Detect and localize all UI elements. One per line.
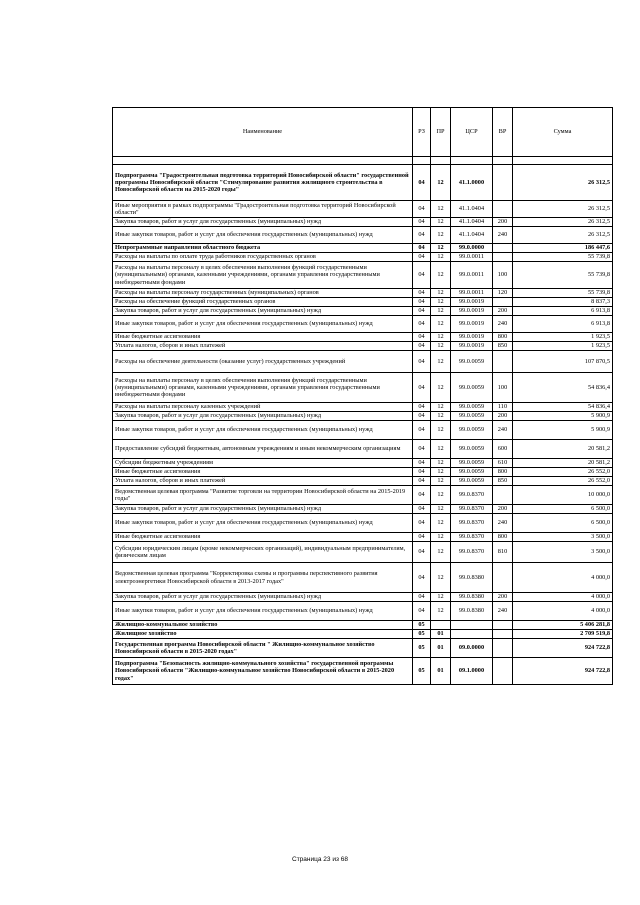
cell-vr: 610 (493, 459, 513, 468)
table-row (113, 289, 613, 298)
cell-pr: 12 (431, 165, 451, 201)
header-name: Наименование (113, 108, 413, 157)
cell-csr: 99.0.8380 (451, 602, 493, 621)
cell-vr (493, 658, 513, 685)
cell-name: Закупка товаров, работ и услуг для государственных (муниципальных) нужд (113, 218, 413, 227)
cell-sum: 55 739,8 (513, 253, 613, 262)
table-row (113, 421, 613, 440)
table-row (113, 227, 613, 244)
cell-vr: 240 (493, 602, 513, 621)
cell-rz: 05 (413, 639, 431, 658)
cell-pr (431, 621, 451, 630)
cell-sum: 186 447,6 (513, 244, 613, 253)
cell-vr: 800 (493, 333, 513, 342)
cell-csr: 99.0.8370 (451, 514, 493, 533)
cell-vr: 200 (493, 218, 513, 227)
cell-sum: 5 406 281,8 (513, 621, 613, 630)
cell-sum: 6 913,8 (513, 316, 613, 333)
cell-rz: 04 (413, 165, 431, 201)
cell-vr: 120 (493, 289, 513, 298)
cell-name: Расходы на выплаты персоналу казенных учреждений (113, 403, 413, 412)
cell-csr: 99.0.0019 (451, 307, 493, 316)
cell-pr: 12 (431, 459, 451, 468)
cell-rz: 04 (413, 373, 431, 403)
cell-pr: 12 (431, 602, 451, 621)
cell-vr (493, 298, 513, 307)
table-body (113, 165, 613, 685)
cell-name: Расходы на выплаты по оплате труда работников государственных органов (113, 253, 413, 262)
cell-name: Закупка товаров, работ и услуг для государственных (муниципальных) нужд (113, 412, 413, 421)
cell-csr: 99.0.0000 (451, 244, 493, 253)
cell-vr: 200 (493, 412, 513, 421)
cell-vr (493, 244, 513, 253)
cell-csr: 41.1.0404 (451, 227, 493, 244)
table-row (113, 351, 613, 373)
cell-vr: 810 (493, 542, 513, 563)
cell-sum: 107 870,5 (513, 351, 613, 373)
cell-rz: 04 (413, 403, 431, 412)
table-row (113, 342, 613, 351)
cell-pr: 12 (431, 298, 451, 307)
table-header-row (113, 108, 613, 157)
cell-sum: 8 837,3 (513, 298, 613, 307)
cell-pr: 12 (431, 307, 451, 316)
header-rz: РЗ (413, 108, 431, 157)
cell-vr: 240 (493, 316, 513, 333)
cell-name: Закупка товаров, работ и услуг для государственных (муниципальных) нужд (113, 307, 413, 316)
cell-name: Субсидии бюджетным учреждениям (113, 459, 413, 468)
table-row (113, 165, 613, 201)
cell-name: Непрограммные направления областного бюджета (113, 244, 413, 253)
cell-csr: 09.1.0000 (451, 658, 493, 685)
cell-name: Иные закупки товаров, работ и услуг для обеспечения государственных (муниципальных) нужд (113, 514, 413, 533)
cell-name: Иные закупки товаров, работ и услуг для обеспечения государственных (муниципальных) нужд (113, 421, 413, 440)
cell-rz: 04 (413, 227, 431, 244)
cell-pr: 12 (431, 403, 451, 412)
cell-vr: 200 (493, 505, 513, 514)
header-sum: Сумма (513, 108, 613, 157)
cell-csr: 99.0.8370 (451, 505, 493, 514)
cell-sum: 924 722,8 (513, 658, 613, 685)
cell-name: Расходы на выплаты персоналу в целях обеспечения выполнения функций государственными (муниципальными) органами, казенными учреждениями, органами управления государственными внебюджетными фондами (113, 262, 413, 289)
cell-rz: 04 (413, 253, 431, 262)
cell-vr: 110 (493, 403, 513, 412)
cell-vr: 100 (493, 373, 513, 403)
cell-csr: 99.0.0059 (451, 477, 493, 486)
table-row (113, 602, 613, 621)
table-row (113, 486, 613, 505)
cell-sum: 5 900,9 (513, 421, 613, 440)
cell-name: Иные закупки товаров, работ и услуг для обеспечения государственных (муниципальных) нужд (113, 227, 413, 244)
cell-name: Государственная программа Новосибирской области " Жилищно-коммунальное хозяйство Новосибирской области в 2015-2020 годах" (113, 639, 413, 658)
table-row (113, 621, 613, 630)
cell-sum: 55 739,8 (513, 262, 613, 289)
cell-rz: 04 (413, 218, 431, 227)
cell-csr: 99.0.0019 (451, 333, 493, 342)
header-vr: ВР (493, 108, 513, 157)
cell-sum: 26 312,5 (513, 165, 613, 201)
cell-name: Субсидии юридическим лицам (кроме некоммерческих организаций), индивидуальным предпринимателям, физическим лицам (113, 542, 413, 563)
cell-csr: 99.0.0059 (451, 403, 493, 412)
cell-sum: 2 709 519,8 (513, 630, 613, 639)
cell-pr: 12 (431, 514, 451, 533)
table-spacer-row (113, 157, 613, 165)
cell-rz: 04 (413, 298, 431, 307)
table-row (113, 244, 613, 253)
table-row (113, 542, 613, 563)
cell-rz: 04 (413, 602, 431, 621)
cell-pr: 12 (431, 333, 451, 342)
cell-rz: 04 (413, 342, 431, 351)
cell-name: Подпрограмма "Безопасность жилищно-коммунального хозяйства" государственной программы Новосибирской области "Жилищно-коммунальное хозяйство Новосибирской области в 2015-2020 годах" (113, 658, 413, 685)
cell-pr: 12 (431, 244, 451, 253)
table-row (113, 468, 613, 477)
table-row (113, 253, 613, 262)
cell-sum: 4 000,0 (513, 563, 613, 593)
cell-sum: 20 581,2 (513, 459, 613, 468)
cell-pr: 01 (431, 630, 451, 639)
cell-pr: 01 (431, 639, 451, 658)
cell-sum: 54 836,4 (513, 373, 613, 403)
table-row (113, 514, 613, 533)
cell-rz: 04 (413, 412, 431, 421)
cell-sum: 10 000,0 (513, 486, 613, 505)
cell-pr: 12 (431, 351, 451, 373)
cell-csr: 99.0.0011 (451, 289, 493, 298)
cell-sum: 924 722,8 (513, 639, 613, 658)
cell-pr: 12 (431, 477, 451, 486)
cell-name: Расходы на обеспечение деятельности (оказание услуг) государственных учреждений (113, 351, 413, 373)
cell-csr: 99.0.0011 (451, 253, 493, 262)
cell-name: Расходы на выплаты персоналу государственных (муниципальных) органов (113, 289, 413, 298)
table-row (113, 298, 613, 307)
cell-sum: 3 500,0 (513, 542, 613, 563)
cell-pr: 12 (431, 227, 451, 244)
cell-pr: 12 (431, 593, 451, 602)
cell-rz: 04 (413, 244, 431, 253)
table-row (113, 218, 613, 227)
cell-name: Жилищно-коммунальное хозяйство (113, 621, 413, 630)
table-row (113, 630, 613, 639)
cell-pr: 12 (431, 373, 451, 403)
cell-csr: 99.0.8380 (451, 593, 493, 602)
cell-csr: 99.0.0019 (451, 298, 493, 307)
cell-rz: 04 (413, 542, 431, 563)
cell-rz: 04 (413, 593, 431, 602)
cell-pr: 12 (431, 486, 451, 505)
cell-rz: 04 (413, 333, 431, 342)
cell-rz: 04 (413, 289, 431, 298)
cell-vr (493, 563, 513, 593)
cell-csr: 99.0.0059 (451, 468, 493, 477)
header-csr: ЦСР (451, 108, 493, 157)
cell-rz: 04 (413, 201, 431, 218)
cell-vr: 800 (493, 468, 513, 477)
cell-pr: 12 (431, 201, 451, 218)
cell-sum: 55 739,8 (513, 289, 613, 298)
table-row (113, 403, 613, 412)
cell-csr (451, 621, 493, 630)
cell-sum: 26 552,0 (513, 477, 613, 486)
cell-name: Подпрограмма "Градостроительная подготовка территорий Новосибирской области" государственной программы Новосибирской области "Стимулирование развития жилищного строительства в Новосибирской области на 2015-2020 годы" (113, 165, 413, 201)
table-row (113, 412, 613, 421)
cell-rz: 04 (413, 351, 431, 373)
cell-pr: 12 (431, 533, 451, 542)
cell-csr: 99.0.0011 (451, 262, 493, 289)
cell-name: Уплата налогов, сборов и иных платежей (113, 477, 413, 486)
cell-vr (493, 253, 513, 262)
cell-pr: 12 (431, 218, 451, 227)
table-row (113, 440, 613, 459)
cell-sum: 1 923,5 (513, 342, 613, 351)
cell-vr (493, 165, 513, 201)
cell-rz: 04 (413, 486, 431, 505)
cell-name: Иные мероприятия в рамках подпрограммы "Градостроительная подготовка территорий Новосибирской области" (113, 201, 413, 218)
cell-csr: 99.0.0059 (451, 421, 493, 440)
cell-vr (493, 630, 513, 639)
cell-sum: 5 900,9 (513, 412, 613, 421)
cell-csr: 09.0.0000 (451, 639, 493, 658)
cell-csr: 99.0.8370 (451, 542, 493, 563)
cell-sum: 26 312,5 (513, 227, 613, 244)
cell-pr: 12 (431, 505, 451, 514)
cell-name: Расходы на выплаты персоналу в целях обеспечения выполнения функций государственными (муниципальными) органами, казенными учреждениями, органами управления государственными внебюджетными фондами (113, 373, 413, 403)
page-number: Страница 23 из 68 (292, 856, 348, 863)
table-row (113, 533, 613, 542)
cell-sum: 6 500,0 (513, 514, 613, 533)
cell-rz: 04 (413, 307, 431, 316)
table-row (113, 505, 613, 514)
cell-name: Уплата налогов, сборов и иных платежей (113, 342, 413, 351)
cell-csr: 99.0.0059 (451, 373, 493, 403)
cell-name: Иные закупки товаров, работ и услуг для обеспечения государственных (муниципальных) нужд (113, 602, 413, 621)
cell-pr: 12 (431, 342, 451, 351)
cell-name: Ведомственная целевая программа "Развитие торговли на территории Новосибирской области на 2015-2019 годы" (113, 486, 413, 505)
cell-name: Иные бюджетные ассигнования (113, 468, 413, 477)
cell-vr (493, 351, 513, 373)
table-row (113, 477, 613, 486)
table-row (113, 307, 613, 316)
cell-vr: 850 (493, 342, 513, 351)
cell-name: Иные закупки товаров, работ и услуг для обеспечения государственных (муниципальных) нужд (113, 316, 413, 333)
table-row (113, 459, 613, 468)
cell-vr: 240 (493, 514, 513, 533)
cell-csr: 41.1.0404 (451, 201, 493, 218)
cell-pr: 12 (431, 468, 451, 477)
cell-rz: 05 (413, 621, 431, 630)
cell-sum: 26 552,0 (513, 468, 613, 477)
cell-rz: 04 (413, 563, 431, 593)
cell-csr: 99.0.0019 (451, 342, 493, 351)
cell-vr: 240 (493, 227, 513, 244)
cell-csr: 41.1.0404 (451, 218, 493, 227)
cell-sum: 20 581,2 (513, 440, 613, 459)
table-row (113, 262, 613, 289)
table-row (113, 658, 613, 685)
cell-vr: 200 (493, 593, 513, 602)
cell-pr: 01 (431, 658, 451, 685)
cell-pr: 12 (431, 421, 451, 440)
table-row (113, 373, 613, 403)
budget-table (112, 107, 613, 685)
cell-vr (493, 621, 513, 630)
cell-rz: 04 (413, 533, 431, 542)
cell-vr (493, 639, 513, 658)
cell-csr: 99.0.8370 (451, 486, 493, 505)
cell-rz: 04 (413, 262, 431, 289)
cell-rz: 04 (413, 505, 431, 514)
cell-vr: 600 (493, 440, 513, 459)
cell-sum: 4 000,0 (513, 593, 613, 602)
cell-csr: 41.1.0000 (451, 165, 493, 201)
cell-rz: 04 (413, 316, 431, 333)
table-row (113, 316, 613, 333)
cell-csr: 99.0.8380 (451, 563, 493, 593)
cell-rz: 05 (413, 658, 431, 685)
cell-sum: 4 000,0 (513, 602, 613, 621)
cell-pr: 12 (431, 316, 451, 333)
cell-vr: 240 (493, 421, 513, 440)
cell-csr (451, 630, 493, 639)
cell-pr: 12 (431, 262, 451, 289)
cell-rz: 04 (413, 514, 431, 533)
table-row (113, 201, 613, 218)
cell-vr: 200 (493, 307, 513, 316)
cell-rz: 04 (413, 468, 431, 477)
cell-csr: 99.0.0019 (451, 316, 493, 333)
cell-sum: 26 312,5 (513, 201, 613, 218)
cell-vr: 100 (493, 262, 513, 289)
cell-csr: 99.0.8370 (451, 533, 493, 542)
cell-sum: 54 836,4 (513, 403, 613, 412)
cell-name: Расходы на обеспечение функций государственных органов (113, 298, 413, 307)
cell-pr: 12 (431, 440, 451, 459)
cell-name: Иные бюджетные ассигнования (113, 333, 413, 342)
cell-pr: 12 (431, 253, 451, 262)
cell-rz: 04 (413, 440, 431, 459)
cell-rz: 05 (413, 630, 431, 639)
cell-csr: 99.0.0059 (451, 440, 493, 459)
table-row (113, 593, 613, 602)
cell-csr: 99.0.0059 (451, 351, 493, 373)
cell-sum: 1 923,5 (513, 333, 613, 342)
cell-vr: 850 (493, 477, 513, 486)
table-row (113, 333, 613, 342)
cell-vr (493, 486, 513, 505)
cell-sum: 26 312,5 (513, 218, 613, 227)
cell-name: Закупка товаров, работ и услуг для государственных (муниципальных) нужд (113, 593, 413, 602)
cell-name: Закупка товаров, работ и услуг для государственных (муниципальных) нужд (113, 505, 413, 514)
cell-sum: 6 913,8 (513, 307, 613, 316)
cell-pr: 12 (431, 412, 451, 421)
cell-vr: 800 (493, 533, 513, 542)
cell-csr: 99.0.0059 (451, 412, 493, 421)
cell-name: Предоставление субсидий бюджетным, автономным учреждениям и иным некоммерческим организациям (113, 440, 413, 459)
cell-pr: 12 (431, 563, 451, 593)
table-row (113, 639, 613, 658)
cell-rz: 04 (413, 477, 431, 486)
table-row (113, 563, 613, 593)
cell-rz: 04 (413, 459, 431, 468)
cell-pr: 12 (431, 289, 451, 298)
cell-csr: 99.0.0059 (451, 459, 493, 468)
cell-sum: 3 500,0 (513, 533, 613, 542)
cell-rz: 04 (413, 421, 431, 440)
header-pr: ПР (431, 108, 451, 157)
cell-name: Ведомственная целевая программа "Корректировка схемы и программы перспективного развития электроэнергетики Новосибирской области в 2013-2017 годах" (113, 563, 413, 593)
cell-sum: 6 500,0 (513, 505, 613, 514)
cell-vr (493, 201, 513, 218)
cell-pr: 12 (431, 542, 451, 563)
cell-name: Иные бюджетные ассигнования (113, 533, 413, 542)
cell-name: Жилищное хозяйство (113, 630, 413, 639)
